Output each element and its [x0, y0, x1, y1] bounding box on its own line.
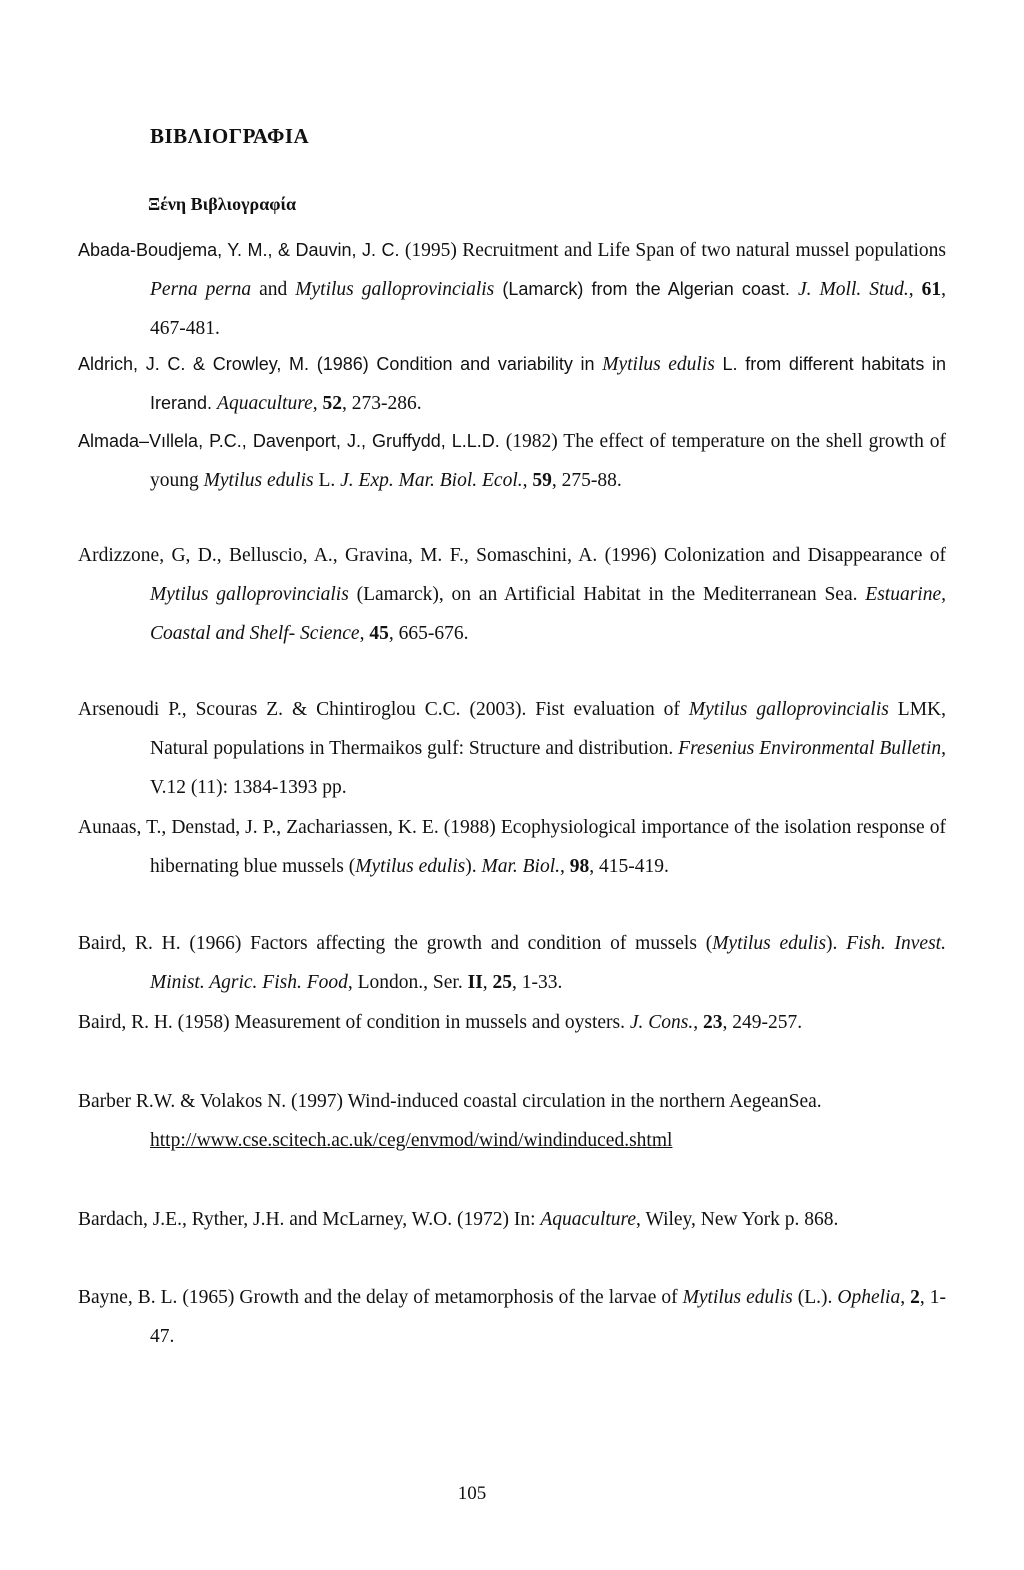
- reference-item: [78, 808, 946, 886]
- reference-text: (1995) Recruitment and Life Span of two natural mussel populations: [399, 240, 946, 261]
- page-heading: ΒΙΒΛΙΟΓΡΑΦΙΑ: [150, 124, 310, 148]
- section-subheading: Ξένη Βιβλιογραφία: [148, 194, 297, 214]
- reference-authors: Almada–Vıllela, P.C., Davenport, J., Gruffydd, L.L.D.: [78, 431, 500, 451]
- reference-text: Arsenoudi P., Scouras Z. & Chintiroglou C.C. (2003). Fist evaluation of: [78, 699, 689, 720]
- reference-item: [78, 1200, 946, 1239]
- pages: , 665-676.: [388, 623, 469, 644]
- species-name: Mytilus galloprovincialis: [150, 584, 349, 605]
- reference-text: L. from different habitats in Irerand.: [150, 354, 946, 413]
- reference-text: (L.).: [792, 1287, 838, 1308]
- reference-item: [78, 422, 946, 500]
- volume: 25: [492, 972, 513, 993]
- species-name: Perna perna: [150, 279, 252, 300]
- journal-name: Fresenius Environmental Bulletin: [678, 738, 942, 759]
- reference-item: [78, 1003, 946, 1042]
- separator: ,: [908, 279, 922, 300]
- reference-text: , Wiley, New York p. 868.: [636, 1209, 839, 1230]
- reference-text: Baird, R. H. (1958) Measurement of condition in mussels and oysters.: [78, 1012, 630, 1033]
- journal-name: Aquaculture: [540, 1209, 637, 1230]
- volume: 23: [703, 1012, 723, 1033]
- separator: ,: [482, 972, 493, 993]
- journal-name: J. Cons.: [629, 1012, 694, 1033]
- reference-item: [78, 231, 946, 348]
- separator: ,: [522, 470, 533, 491]
- pages: , V.12 (11): 1384-1393 pp.: [150, 738, 946, 798]
- reference-text: (1982) The effect of temperature on the shell growth of young: [150, 431, 946, 491]
- reference-item: [78, 1082, 946, 1160]
- reference-text: Ardizzone, G, D., Belluscio, A., Gravina, M. F., Somaschini, A. (1996) Colonization and Disappearance of: [78, 545, 946, 566]
- reference-text: Bardach, J.E., Ryther, J.H. and McLarney, W.O. (1972) In:: [78, 1209, 541, 1230]
- page-number: 105: [457, 1483, 487, 1504]
- journal-name: Mar. Biol.: [481, 856, 561, 877]
- pages: , 273-286.: [341, 393, 422, 414]
- reference-text: Bayne, B. L. (1965) Growth and the delay of metamorphosis of the larvae of: [78, 1287, 683, 1308]
- reference-item: [78, 345, 946, 423]
- volume: 98: [569, 856, 590, 877]
- pages: , 467-481.: [150, 279, 947, 339]
- journal-name: Aquaculture: [217, 393, 313, 414]
- journal-name: Estuarine, Coastal and Shelf- Science: [150, 584, 946, 644]
- pages: , 275-88.: [551, 470, 622, 491]
- separator: ,: [900, 1287, 911, 1308]
- volume: 45: [369, 623, 389, 644]
- species-name: Mytilus edulis: [712, 933, 827, 954]
- pages: , 1-33.: [512, 972, 563, 993]
- reference-text: and: [251, 279, 296, 300]
- reference-text: Barber R.W. & Volakos N. (1997) Wind-induced coastal circulation in the northern AegeanSea.: [78, 1091, 822, 1112]
- separator: ,: [312, 393, 323, 414]
- volume: 2: [910, 1287, 920, 1308]
- species-name: Mytilus edulis: [602, 354, 715, 375]
- volume: 52: [322, 393, 342, 414]
- reference-text: ).: [826, 933, 847, 954]
- reference-text: Baird, R. H. (1966) Factors affecting the growth and condition of mussels (: [78, 933, 713, 954]
- separator: ,: [359, 623, 370, 644]
- reference-url-link[interactable]: http://www.cse.scitech.ac.uk/ceg/envmod/wind/windinduced.shtml: [150, 1130, 673, 1151]
- reference-item: [78, 924, 946, 1002]
- reference-text: Aunaas, T., Denstad, J. P., Zachariassen, K. E. (1988) Ecophysiological importance of the isolation response of hibernating blue mussels (: [78, 817, 946, 877]
- reference-authors: Abada-Boudjema, Y. M., & Dauvin, J. C.: [78, 240, 400, 260]
- reference-item: [78, 536, 946, 653]
- species-name: Mytilus galloprovincialis: [295, 279, 495, 300]
- series: II: [467, 972, 483, 993]
- separator: ,: [560, 856, 570, 877]
- pages: , 249-257.: [722, 1012, 803, 1033]
- reference-item: [78, 690, 946, 807]
- reference-text: L.: [313, 470, 341, 491]
- reference-text: , London., Ser.: [347, 972, 468, 993]
- pages: , 1-47.: [150, 1287, 946, 1347]
- journal-name: Fish. Invest. Minist. Agric. Fish. Food: [150, 933, 946, 993]
- journal-name: J. Exp. Mar. Biol. Ecol.: [340, 470, 523, 491]
- journal-name: J. Moll. Stud.: [798, 279, 909, 300]
- species-name: Mytilus edulis: [682, 1287, 793, 1308]
- reference-authors: Aldrich, J. C. & Crowley, M. (1986) Condition and variability in: [78, 354, 603, 374]
- reference-text: LMK, Natural populations in Thermaikos gulf: Structure and distribution.: [150, 699, 947, 759]
- species-name: Mytilus edulis: [203, 470, 314, 491]
- species-name: Mytilus galloprovincialis: [688, 699, 889, 720]
- volume: 59: [532, 470, 552, 491]
- reference-text: (Lamarck), on an Artificial Habitat in the Mediterranean Sea.: [348, 584, 866, 605]
- reference-text: ).: [465, 856, 482, 877]
- separator: ,: [693, 1012, 703, 1033]
- reference-text: (Lamarck) from the Algerian coast.: [494, 279, 799, 299]
- reference-item: [78, 1278, 946, 1356]
- pages: , 415-419.: [589, 856, 669, 877]
- species-name: Mytilus edulis: [355, 856, 466, 877]
- volume: 61: [921, 279, 942, 300]
- journal-name: Ophelia: [837, 1287, 901, 1308]
